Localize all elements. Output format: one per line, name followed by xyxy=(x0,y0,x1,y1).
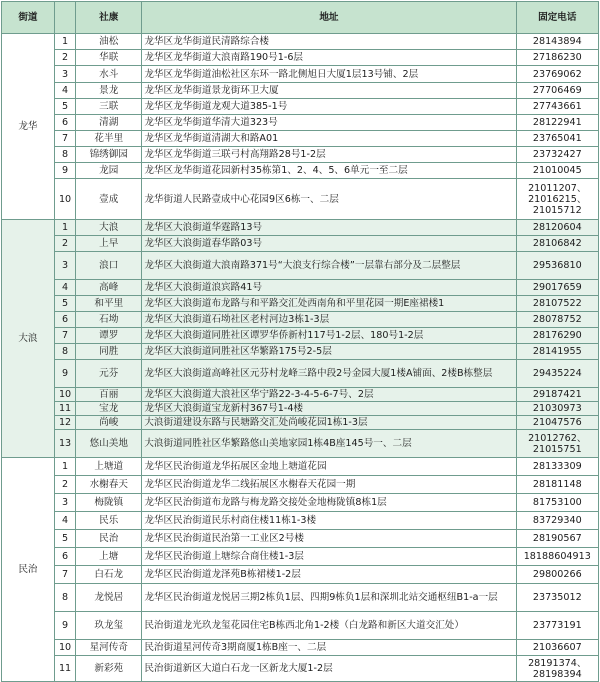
row-number: 13 xyxy=(54,430,75,458)
address-cell: 龙华区民治街道龙悦居三期2栋负1层、四期9栋负1层和深圳北站交通枢纽B1-a一层 xyxy=(142,584,516,612)
phone-cell xyxy=(516,34,598,50)
phone-number: 28120604 xyxy=(532,222,582,233)
address-cell: 龙华区龙华街道景龙街环卫大厦 xyxy=(142,83,516,99)
address-cell: 龙华区龙华街道清湖大和路A01 xyxy=(142,131,516,147)
row-number: 1 xyxy=(54,34,75,50)
table-row xyxy=(2,328,599,344)
community-name: 玖龙玺 xyxy=(76,612,142,640)
phone-cell xyxy=(516,402,598,416)
table-row xyxy=(2,476,599,494)
phone-cell xyxy=(516,584,598,612)
row-number: 2 xyxy=(54,476,75,494)
table-row xyxy=(2,99,599,115)
community-name: 龙园 xyxy=(76,163,142,179)
table-row xyxy=(2,179,599,220)
table-row xyxy=(2,252,599,280)
table-row xyxy=(2,458,599,476)
phone-cell xyxy=(516,131,598,147)
row-number: 2 xyxy=(54,50,75,66)
table-row xyxy=(2,656,599,682)
address-cell: 龙华街道人民路壹成中心花园9区6栋一、二层 xyxy=(142,179,516,220)
community-name: 宝龙 xyxy=(76,402,142,416)
community-name: 民乐 xyxy=(76,512,142,530)
community-name: 高峰 xyxy=(76,280,142,296)
row-number: 9 xyxy=(54,612,75,640)
address-cell: 龙华区大浪街道石坳社区老村河边3栋1-3层 xyxy=(142,312,516,328)
phone-number: 29017659 xyxy=(532,282,582,293)
phone-cell xyxy=(516,147,598,163)
phone-cell xyxy=(516,312,598,328)
phone-cell xyxy=(516,280,598,296)
community-name: 梅陇镇 xyxy=(76,494,142,512)
table-row xyxy=(2,494,599,512)
table-row xyxy=(2,131,599,147)
address-cell: 龙华区大浪街道浪宾路41号 xyxy=(142,280,516,296)
address-cell: 龙华区民治街道民乐村商住楼11栋1-3楼 xyxy=(142,512,516,530)
phone-cell xyxy=(516,66,598,83)
table-row xyxy=(2,416,599,430)
address-cell: 民治街道星河传奇3期商厦1栋B座一、二层 xyxy=(142,640,516,656)
phone-number: 21015712 xyxy=(532,204,582,216)
community-name: 浪口 xyxy=(76,252,142,280)
address-cell: 龙华区大浪街道华霆路13号 xyxy=(142,220,516,236)
community-name: 壹成 xyxy=(76,179,142,220)
phone-number: 28191374、 xyxy=(528,657,587,669)
phone-number: 83729340 xyxy=(532,515,582,526)
header-district: 街道 xyxy=(2,2,55,34)
address-cell: 龙华区大浪街道春华路03号 xyxy=(142,236,516,252)
community-name: 清湖 xyxy=(76,115,142,131)
row-number: 4 xyxy=(54,83,75,99)
table-row xyxy=(2,147,599,163)
phone-number: 18188604913 xyxy=(523,551,591,562)
phone-number: 23773191 xyxy=(532,620,582,631)
phone-number: 21010045 xyxy=(532,165,582,176)
phone-cell xyxy=(516,50,598,66)
phone-number: 28198394 xyxy=(532,668,582,680)
community-name: 石坳 xyxy=(76,312,142,328)
phone-number: 21047576 xyxy=(532,417,582,428)
address-cell: 龙华区龙华街道大浪南路190号1-6层 xyxy=(142,50,516,66)
address-cell: 龙华区龙华街道油松社区东环一路北侧旭日大厦1层13号铺、2层 xyxy=(142,66,516,83)
row-number: 7 xyxy=(54,566,75,584)
phone-number: 81753100 xyxy=(532,497,582,508)
phone-cell xyxy=(516,430,598,458)
phone-number: 29536810 xyxy=(532,260,582,271)
community-name: 尚峻 xyxy=(76,416,142,430)
table-row xyxy=(2,34,599,50)
row-number: 11 xyxy=(54,656,75,682)
phone-cell xyxy=(516,512,598,530)
phone-number: 28190567 xyxy=(532,533,582,544)
community-name: 同胜 xyxy=(76,344,142,360)
phone-number: 27706469 xyxy=(532,85,582,96)
community-name: 星河传奇 xyxy=(76,640,142,656)
row-number: 12 xyxy=(54,416,75,430)
row-number: 9 xyxy=(54,163,75,179)
table-row xyxy=(2,163,599,179)
header-address: 地址 xyxy=(142,2,516,34)
phone-cell xyxy=(516,252,598,280)
table-row xyxy=(2,402,599,416)
phone-number: 28107522 xyxy=(532,298,582,309)
address-cell: 龙华区龙华街道花园新村35栋第1、2、4、5、6单元一至二层 xyxy=(142,163,516,179)
phone-cell xyxy=(516,179,598,220)
row-number: 1 xyxy=(54,220,75,236)
community-name: 上塘道 xyxy=(76,458,142,476)
community-name: 大浪 xyxy=(76,220,142,236)
address-cell: 龙华区大浪街道宝龙新村367号1-4楼 xyxy=(142,402,516,416)
phone-cell xyxy=(516,566,598,584)
address-cell: 龙华区民治街道上塘综合商住楼1-3层 xyxy=(142,548,516,566)
phone-number: 21030973 xyxy=(532,403,582,414)
phone-cell xyxy=(516,612,598,640)
row-number: 8 xyxy=(54,344,75,360)
row-number: 10 xyxy=(54,640,75,656)
address-cell: 民治街道新区大道白石龙一区新龙大厦1-2层 xyxy=(142,656,516,682)
row-number: 9 xyxy=(54,360,75,388)
community-name: 元芬 xyxy=(76,360,142,388)
community-name: 民治 xyxy=(76,530,142,548)
row-number: 3 xyxy=(54,494,75,512)
phone-cell xyxy=(516,530,598,548)
phone-cell xyxy=(516,494,598,512)
row-number: 6 xyxy=(54,115,75,131)
phone-cell xyxy=(516,328,598,344)
phone-cell xyxy=(516,296,598,312)
phone-number: 28106842 xyxy=(532,238,582,249)
phone-number: 27186230 xyxy=(532,52,582,63)
phone-number: 23732427 xyxy=(532,149,582,160)
address-cell: 龙华区民治街道龙泽苑B栋裙楼1-2层 xyxy=(142,566,516,584)
phone-number: 29435224 xyxy=(532,368,582,379)
row-number: 7 xyxy=(54,131,75,147)
row-number: 4 xyxy=(54,280,75,296)
phone-cell xyxy=(516,656,598,682)
district-cell: 民治 xyxy=(2,458,55,682)
phone-cell xyxy=(516,99,598,115)
phone-number: 21016215、 xyxy=(528,193,587,205)
phone-cell xyxy=(516,476,598,494)
row-number: 6 xyxy=(54,548,75,566)
phone-number: 29800266 xyxy=(532,569,582,580)
phone-number: 21015751 xyxy=(532,443,582,455)
community-name: 水斗 xyxy=(76,66,142,83)
community-name: 华联 xyxy=(76,50,142,66)
address-cell: 民治街道龙光玖龙玺花园住宅B栋西北角1-2楼（白龙路和新区大道交汇处） xyxy=(142,612,516,640)
table-row xyxy=(2,512,599,530)
table-row xyxy=(2,344,599,360)
row-number: 8 xyxy=(54,147,75,163)
address-cell: 大浪街道同胜社区华繁路悠山美地家园1栋4B座145号一、二层 xyxy=(142,430,516,458)
row-number: 3 xyxy=(54,252,75,280)
community-name: 三联 xyxy=(76,99,142,115)
phone-number: 21012762、 xyxy=(528,432,587,444)
community-name: 景龙 xyxy=(76,83,142,99)
row-number: 5 xyxy=(54,530,75,548)
table-row xyxy=(2,66,599,83)
phone-cell xyxy=(516,416,598,430)
table-row xyxy=(2,50,599,66)
address-cell: 龙华区民治街道民治第一工业区2号楼 xyxy=(142,530,516,548)
community-name: 和平里 xyxy=(76,296,142,312)
community-name: 新彩苑 xyxy=(76,656,142,682)
row-number: 8 xyxy=(54,584,75,612)
address-cell: 龙华区民治街道龙华拓展区金地上塘道花园 xyxy=(142,458,516,476)
table-row xyxy=(2,430,599,458)
community-name: 百丽 xyxy=(76,388,142,402)
table-row xyxy=(2,115,599,131)
address-cell: 龙华区大浪街道同胜社区华繁路175号2-5层 xyxy=(142,344,516,360)
community-name: 上早 xyxy=(76,236,142,252)
row-number: 10 xyxy=(54,388,75,402)
phone-cell xyxy=(516,548,598,566)
table-row xyxy=(2,312,599,328)
row-number: 6 xyxy=(54,312,75,328)
community-name: 锦绣御园 xyxy=(76,147,142,163)
phone-cell xyxy=(516,388,598,402)
phone-number: 21011207、 xyxy=(528,182,587,194)
phone-number: 23735012 xyxy=(532,592,582,603)
phone-number: 28133309 xyxy=(532,461,582,472)
phone-number: 28181148 xyxy=(532,479,582,490)
phone-cell xyxy=(516,458,598,476)
district-cell: 龙华 xyxy=(2,34,55,220)
community-name: 水榭春天 xyxy=(76,476,142,494)
table-row xyxy=(2,360,599,388)
phone-number: 23769062 xyxy=(532,68,582,80)
address-cell: 龙华区龙华街道三联弓村高翔路28号1-2层 xyxy=(142,147,516,163)
table-row xyxy=(2,83,599,99)
community-name: 花半里 xyxy=(76,131,142,147)
community-name: 龙悦居 xyxy=(76,584,142,612)
community-health-table xyxy=(1,1,599,682)
table-row xyxy=(2,280,599,296)
phone-number: 28122941 xyxy=(532,117,582,128)
phone-cell xyxy=(516,83,598,99)
table-row xyxy=(2,640,599,656)
community-name: 白石龙 xyxy=(76,566,142,584)
header-phone: 固定电话 xyxy=(516,2,598,34)
row-number: 2 xyxy=(54,236,75,252)
phone-number: 29187421 xyxy=(532,389,582,400)
row-number: 1 xyxy=(54,458,75,476)
header-row xyxy=(2,2,599,34)
address-cell: 大浪街道建设东路与民塘路交汇处尚峻花园1栋1-3层 xyxy=(142,416,516,430)
row-number: 3 xyxy=(54,66,75,83)
phone-cell xyxy=(516,220,598,236)
table-row xyxy=(2,584,599,612)
address-cell: 龙华区大浪街道布龙路与和平路交汇处西南角和平里花园一期E座裙楼1 xyxy=(142,296,516,312)
district-cell: 大浪 xyxy=(2,220,55,458)
address-cell: 龙华区大浪街道大浪南路371号“大浪支行综合楼”一层靠右部分及二层整层 xyxy=(142,252,516,280)
phone-number: 28141955 xyxy=(532,346,582,357)
community-name: 谭罗 xyxy=(76,328,142,344)
address-cell: 龙华区大浪街道同胜社区谭罗华侨新村117号1-2层、180号1-2层 xyxy=(142,328,516,344)
phone-number: 28143894 xyxy=(532,36,582,47)
address-cell: 龙华区龙华街道龙观大道385-1号 xyxy=(142,99,516,115)
phone-cell xyxy=(516,163,598,179)
table-row xyxy=(2,566,599,584)
header-community: 社康 xyxy=(76,2,142,34)
phone-cell xyxy=(516,115,598,131)
address-cell: 龙华区大浪街道高峰社区元芬村龙峰三路中段2号金园大厦1楼A铺面、2楼B栋整层 xyxy=(142,360,516,388)
phone-number: 27743661 xyxy=(532,101,582,112)
table-row xyxy=(2,612,599,640)
row-number: 4 xyxy=(54,512,75,530)
table-row xyxy=(2,548,599,566)
row-number: 7 xyxy=(54,328,75,344)
community-name: 悠山美地 xyxy=(76,430,142,458)
table-body xyxy=(2,34,599,682)
row-number: 10 xyxy=(54,179,75,220)
row-number: 11 xyxy=(54,402,75,416)
phone-cell xyxy=(516,344,598,360)
phone-number: 28078752 xyxy=(532,314,582,325)
table-row xyxy=(2,236,599,252)
phone-cell xyxy=(516,360,598,388)
address-cell: 龙华区大浪街道大浪社区华宁路22-3-4-5-6-7号、2层 xyxy=(142,388,516,402)
address-cell: 龙华区民治街道龙华二线拓展区水榭春天花园一期 xyxy=(142,476,516,494)
phone-number: 21036607 xyxy=(532,642,582,653)
address-cell: 龙华区民治街道布龙路与梅龙路交接处金地梅陇镇8栋1层 xyxy=(142,494,516,512)
row-number: 5 xyxy=(54,99,75,115)
address-cell: 龙华区龙华街道民清路综合楼 xyxy=(142,34,516,50)
phone-cell xyxy=(516,640,598,656)
phone-number: 23765041 xyxy=(532,133,582,144)
community-name: 上塘 xyxy=(76,548,142,566)
phone-number: 28176290 xyxy=(532,330,582,341)
table-row xyxy=(2,530,599,548)
phone-cell xyxy=(516,236,598,252)
address-cell: 龙华区龙华街道华清大道323号 xyxy=(142,115,516,131)
table-row xyxy=(2,220,599,236)
row-number: 5 xyxy=(54,296,75,312)
community-name: 油松 xyxy=(76,34,142,50)
table-row xyxy=(2,296,599,312)
header-number xyxy=(54,2,75,34)
table-row xyxy=(2,388,599,402)
